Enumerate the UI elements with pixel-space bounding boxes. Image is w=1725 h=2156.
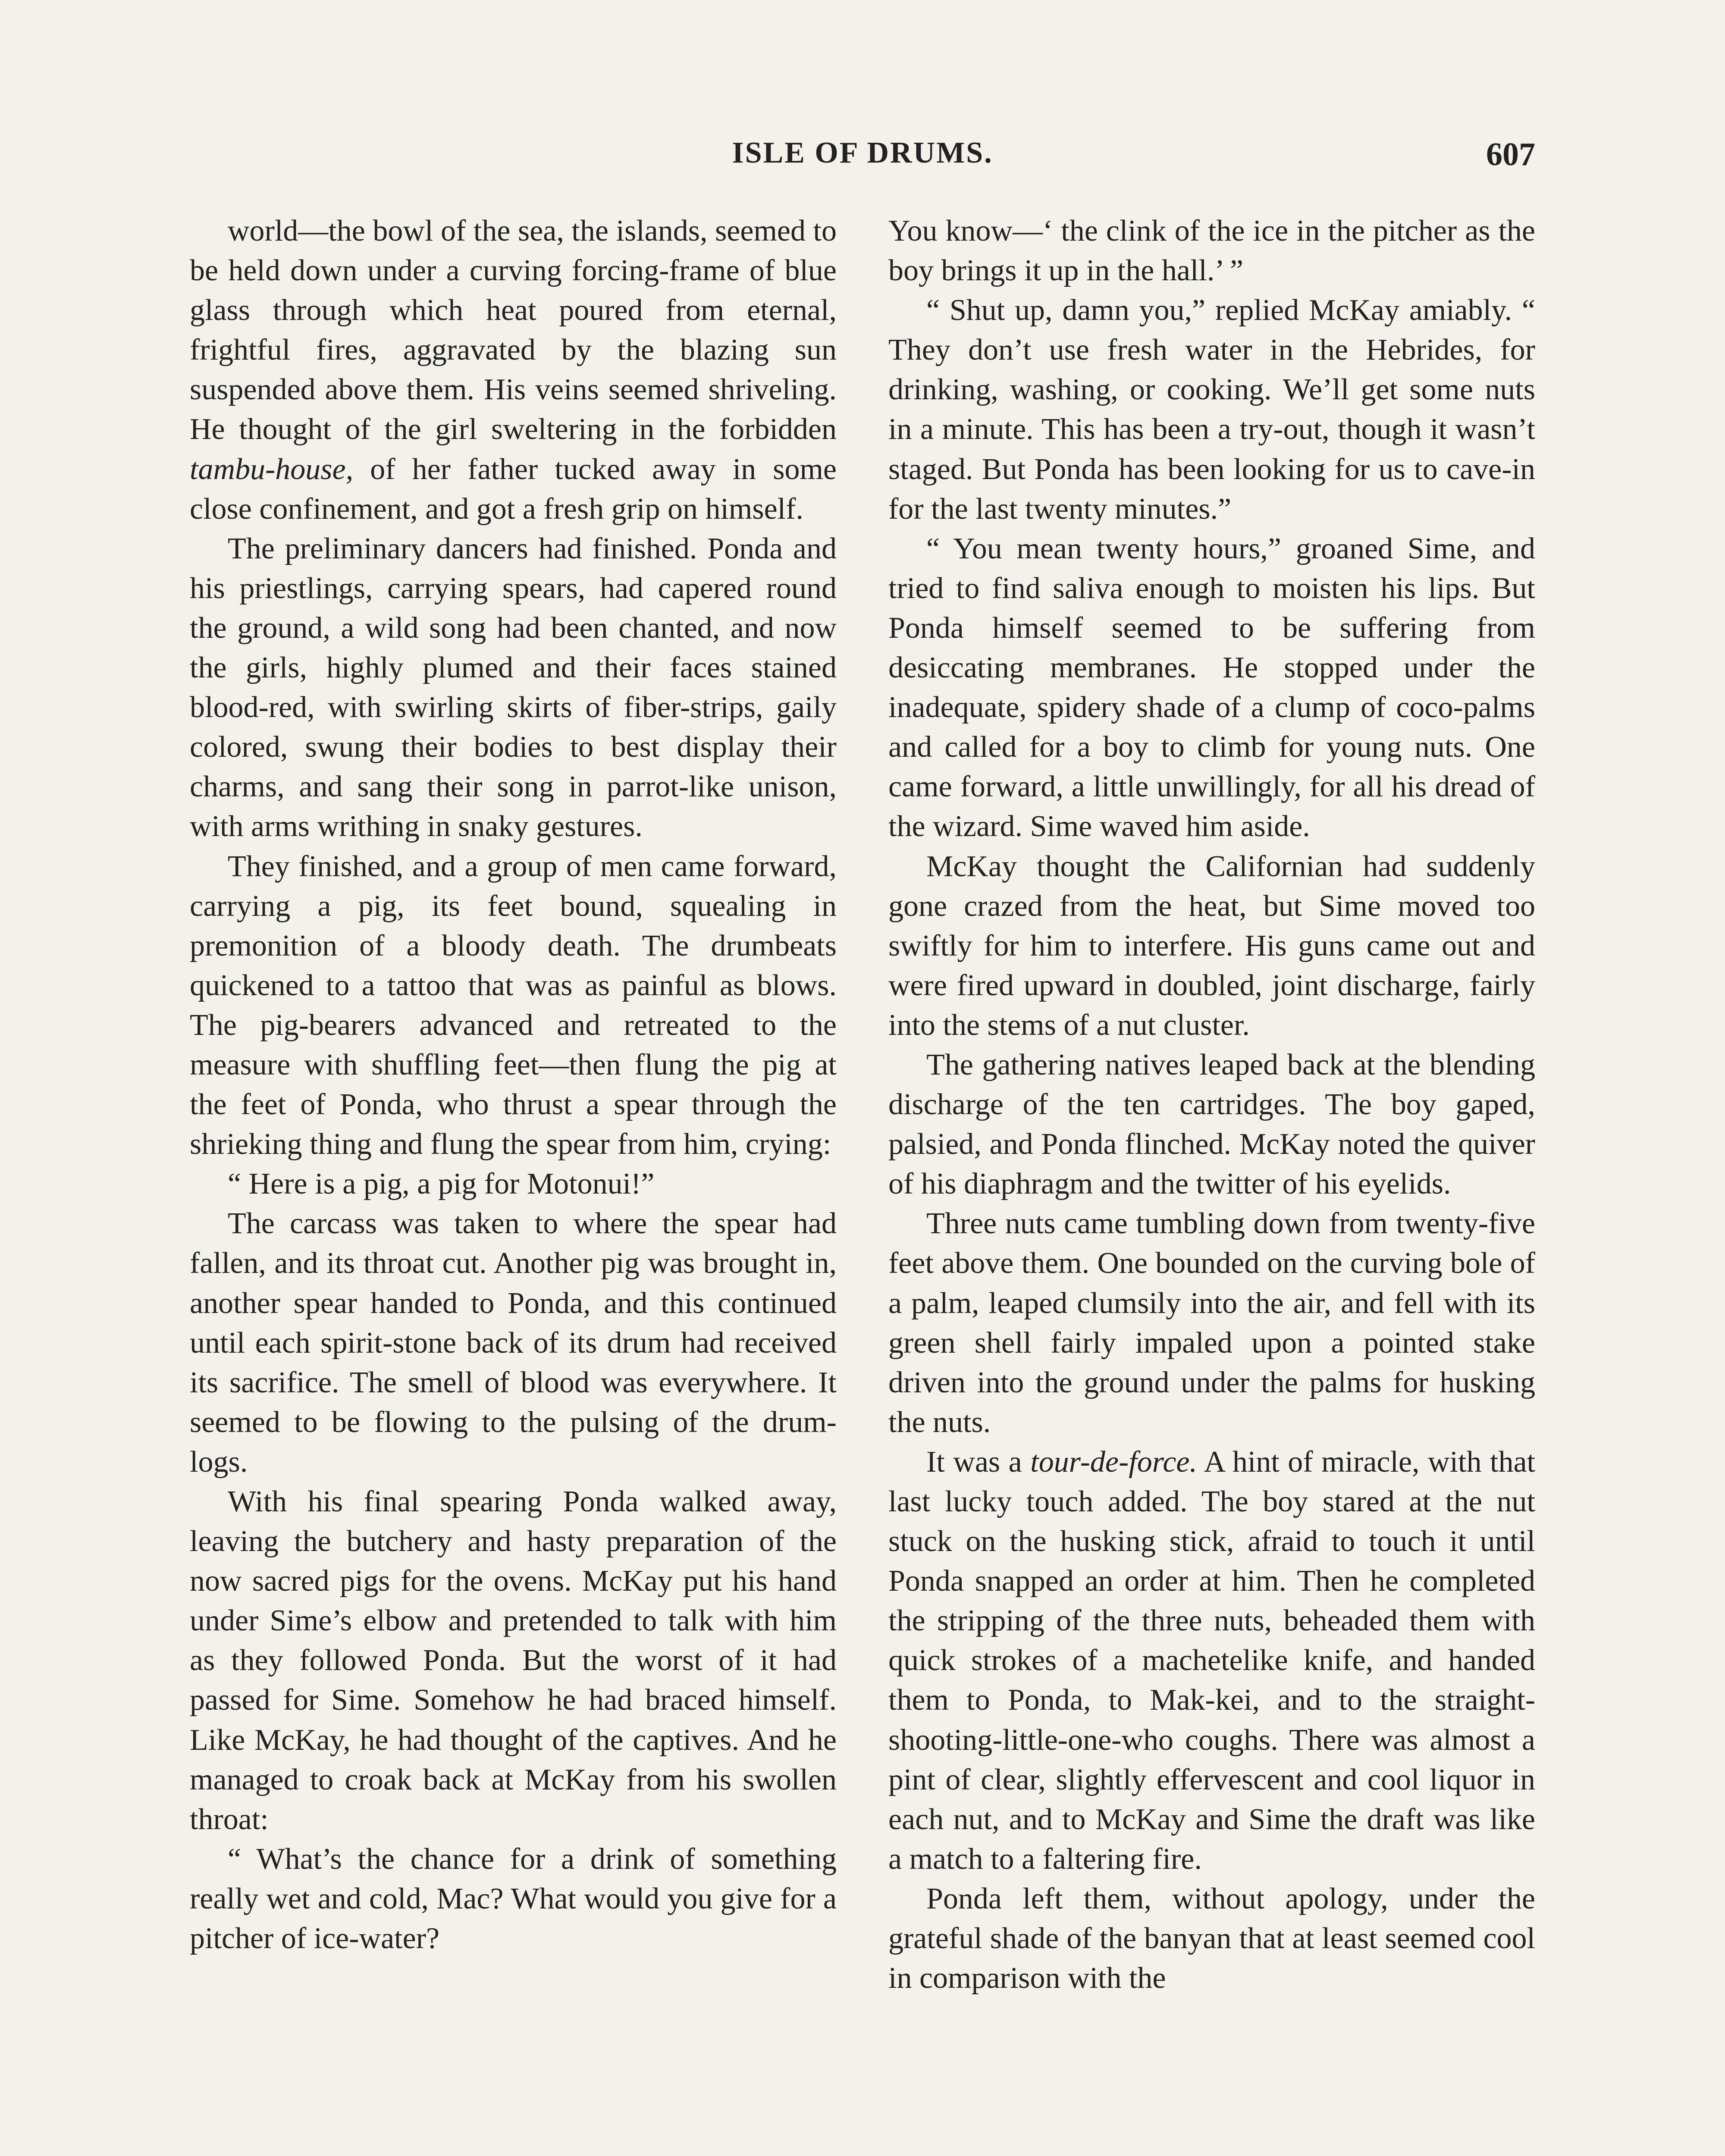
paragraph-text: of her father tucked away in some close confinement, and got a fresh grip on himself. [190,452,837,526]
left-column [190,211,837,1998]
paragraph-text: They finished, and a group of men came forward, carrying a pig, its feet bound, squealing in premonition of a bloody death. The drumbeats quickened to a tattoo that was as painful as blows. The pig-bearers advanced and retreated to the measure with shuffling feet—then flung the pig at the feet of Ponda, who thrust a spear through the shrieking thing and flung the spear from him, crying: [190,849,837,1161]
paragraph-text: The gathering natives leaped back at the blending discharge of the ten cartridges. The boy gaped, palsied, and Ponda flinched. McKay noted the quiver of his diaphragm and the twitter of his eyelids. [888,1048,1535,1201]
paragraph-text: “ What’s the chance for a drink of something really wet and cold, Mac? What would you give for a pitcher of ice-water? [190,1842,837,1955]
italic-text: tambu-house, [190,452,354,486]
paragraph [888,1442,1535,1879]
paragraph [888,211,1535,291]
paragraph [888,1879,1535,1998]
paragraph-text: It was a [926,1445,1031,1479]
paragraph-text: The carcass was taken to where the spear had fallen, and its throat cut. Another pig was brought in, another spear handed to Ponda, and this continued until each spirit-stone back of its drum had received its sacrifice. The smell of blood was everywhere. It seemed to be flowing to the pulsing of the drum-logs. [190,1207,837,1479]
paragraph-text: world—the bowl of the sea, the islands, seemed to be held down under a curving forcing-frame of blue glass through which heat poured from eternal, frightful fires, aggravated by the blazing sun suspended above them. His veins seemed shriveling. He thought of the girl sweltering in the forbidden [190,214,837,446]
paragraph-text: “ Shut up, damn you,” replied McKay amiably. “ They don’t use fresh water in the Hebrides, for drinking, washing, or cooking. We’ll get some nuts in a minute. This has been a try-out, though it wasn’t staged. But Ponda has been looking for us to cave-in for the last twenty minutes.” [888,294,1535,526]
paragraph-text: Ponda left them, without apology, under the grateful shade of the banyan that at least seemed cool in comparison with the [888,1882,1535,1995]
paragraph-text: With his final spearing Ponda walked away, leaving the butchery and hasty preparation of the now sacred pigs for the ovens. McKay put his hand under Sime’s elbow and pretended to talk with him as they followed Ponda. But the worst of it had passed for Sime. Somehow he had braced himself. Like McKay, he had thought of the captives. And he managed to croak back at McKay from his swollen throat: [190,1485,837,1836]
paragraph [190,847,837,1165]
paragraph-text: You know—‘ the clink of the ice in the pitcher as the boy brings it up in the hall.’ ” [888,214,1535,288]
paragraph [888,1045,1535,1204]
paragraph-text: Three nuts came tumbling down from twenty-five feet above them. One bounded on the curving bole of a palm, leaped clumsily into the air, and fell with its green shell fairly impaled upon a pointed stake driven into the ground under the palms for husking the nuts. [888,1207,1535,1439]
right-column [888,211,1535,1998]
italic-text: tour-de-force. [1030,1445,1197,1479]
paragraph [190,1839,837,1959]
paragraph [888,291,1535,529]
paragraph [190,1482,837,1839]
paragraph [190,529,837,847]
paragraph-text: “ You mean twenty hours,” groaned Sime, and tried to find saliva enough to moisten his lips. But Ponda himself seemed to be suffering from desiccating membranes. He stopped under the inadequate, spidery shade of a clump of coco-palms and called for a boy to climb for young nuts. One came forward, a little unwillingly, for all his dread of the wizard. Sime waved him aside. [888,532,1535,843]
paragraph-text: A hint of miracle, with that last lucky touch added. The boy stared at the nut stuck on the husking stick, afraid to touch it until Ponda snapped an order at him. Then he completed the stripping of the three nuts, beheaded them with quick strokes of a machetelike knife, and handed them to Ponda, to Mak-kei, and to the straight-shooting-little-one-who coughs. There was almost a pint of clear, slightly effervescent and cool liquor in each nut, and to McKay and Sime the draft was like a match to a faltering fire. [888,1445,1535,1876]
paragraph-text: McKay thought the Californian had suddenly gone crazed from the heat, but Sime moved too swiftly for him to interfere. His guns came out and were fired upward in doubled, joint discharge, fairly into the stems of a nut cluster. [888,849,1535,1042]
paragraph [190,211,837,529]
paragraph [190,1164,837,1204]
paragraph [888,529,1535,847]
paragraph [888,847,1535,1045]
page-header [190,136,1535,179]
text-columns [190,211,1535,1998]
paragraph-text: “ Here is a pig, a pig for Motonui!” [228,1167,655,1201]
paragraph-text: The preliminary dancers had finished. Ponda and his priestlings, carrying spears, had capered round the ground, a wild song had been chanted, and now the girls, highly plumed and their faces stained blood-red, with swirling skirts of fiber-strips, gaily colored, swung their bodies to best display their charms, and sang their song in parrot-like unison, with arms writhing in snaky gestures. [190,532,837,843]
running-title: ISLE OF DRUMS. [732,136,993,169]
page-number: 607 [1486,136,1535,172]
paragraph [190,1204,837,1482]
paragraph [888,1204,1535,1442]
